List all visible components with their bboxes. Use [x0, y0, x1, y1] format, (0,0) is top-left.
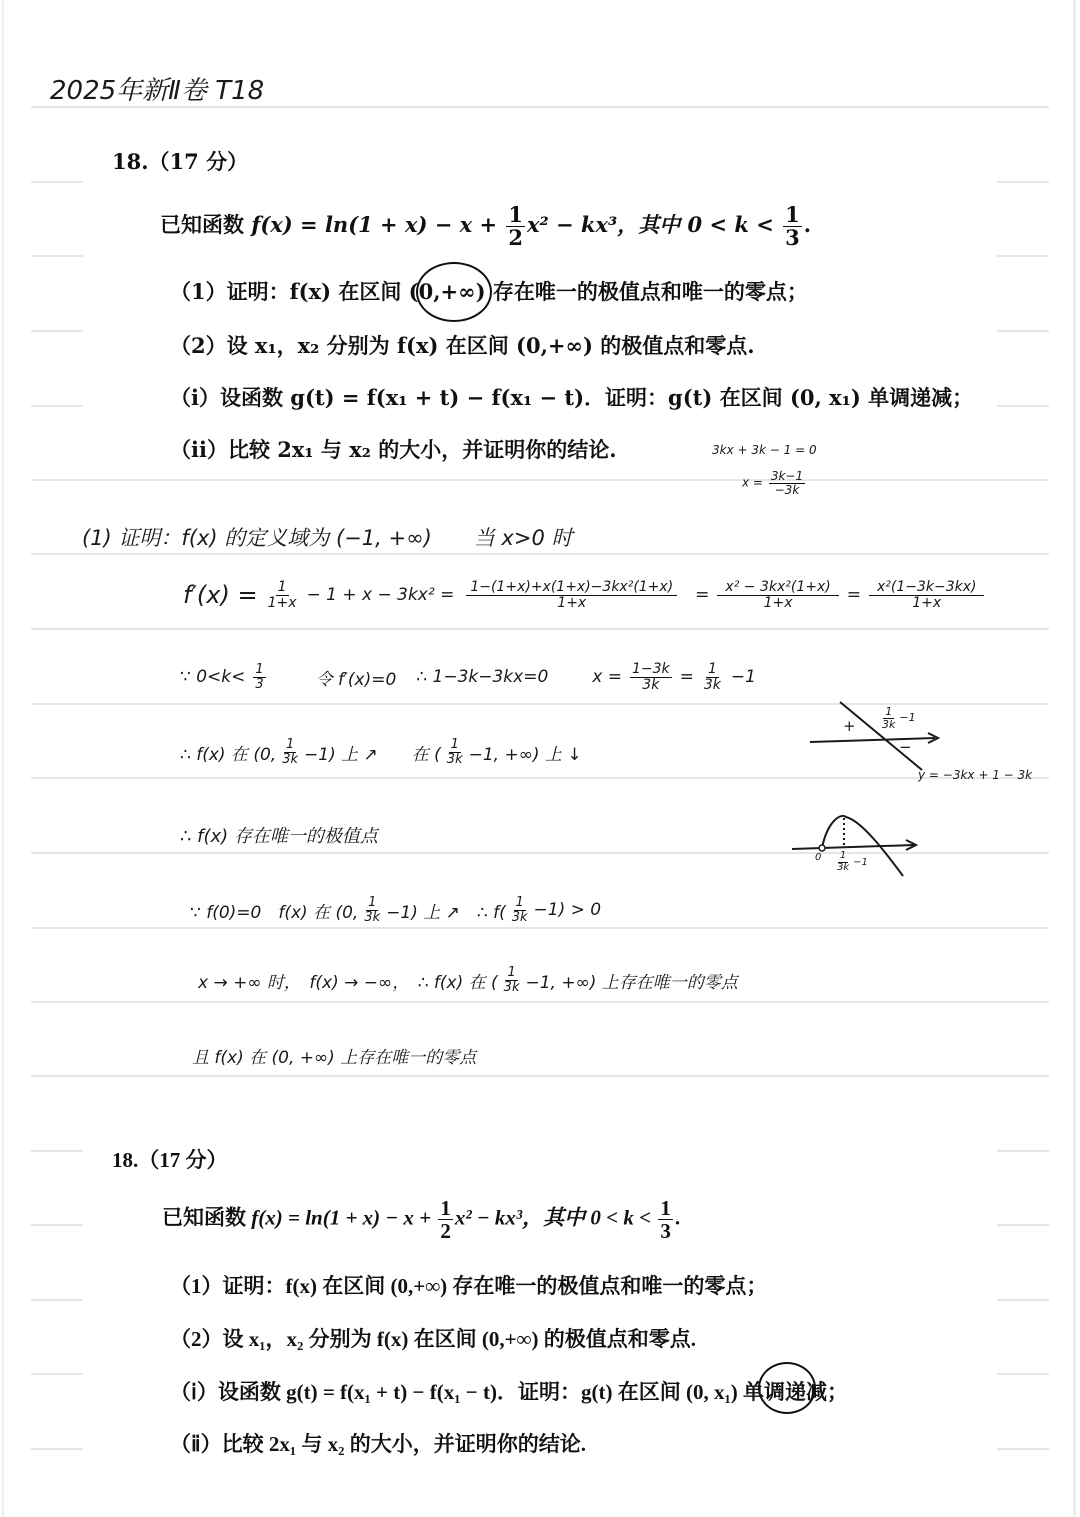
ruled-line	[997, 1299, 1049, 1301]
line-equation-label: y = −3kx + 1 − 3k	[918, 768, 1033, 782]
ruled-line	[31, 553, 1049, 555]
ruled-line	[997, 255, 1049, 257]
ruled-line	[997, 1448, 1049, 1450]
ruled-line	[31, 255, 83, 257]
circled-interval-annotation	[416, 262, 492, 322]
ruled-line	[31, 628, 1049, 630]
handwritten-title: 2025年新Ⅱ卷 T18	[50, 76, 265, 106]
ruled-line	[997, 1150, 1049, 1152]
question-number-repeat: 18.（17 分）	[112, 1148, 228, 1172]
question-number: 18.（17 分）	[112, 149, 249, 174]
solution-line-6: ∵ f(0)=0 f(x) 在 (0, $\frac{1}{3k}$ −1) 上 ↗ ∴ f( $\frac{1}{3k}$ −1) > 0	[190, 895, 602, 925]
solution-line-3: ∵ 0<k< $\frac{1}{3}$ 令 f′(x)=0 ∴ 1−3k−3kx=0 x = $\frac{1-3k}{3k}$ = $\frac{1}{3k}$ −1	[180, 661, 756, 693]
part-2-i: （ⅰ）设函数 g(t) = f(x₁ + t) − f(x₁ − t)．证明：g(t) 在区间 (0, x₁) 单调递减；	[170, 385, 974, 410]
ruled-line	[31, 1075, 1049, 1077]
ruled-line	[31, 479, 1049, 481]
ruled-line	[31, 330, 83, 332]
origin-label: 0	[815, 852, 822, 863]
side-note-solution: x = $\frac{3k-1}{-3k}$	[742, 469, 804, 497]
function-def-left: f(x) = ln(1 + x) − x +	[251, 212, 505, 238]
max-point-label: $\frac{1}{3k}$ −1	[837, 850, 868, 873]
ruled-line	[31, 927, 1049, 929]
solution-line-1: (1) 证明：f(x) 的定义域为 (−1, +∞) 当 x>0 时	[82, 526, 573, 550]
problem-statement: 已知函数 f(x) = ln(1 + x) − x + $\frac{1}{2}$ x² − kx³，其中 0 < k < $\frac{1}{3}$ .	[160, 202, 812, 251]
ruled-line	[31, 405, 83, 407]
ruled-line	[31, 1150, 83, 1152]
ruled-line	[997, 1224, 1049, 1226]
solution-line-7: x → +∞ 时， f(x) → −∞， ∴ f(x) 在 ( $\frac{1}{3k}$ −1, +∞) 上存在唯一的零点	[198, 965, 738, 995]
problem-statement-repeat: 已知函数 f(x) = ln(1 + x) − x + $\frac{1}{2}$ x² − kx³，其中 0 < k < $\frac{1}{3}$ .	[162, 1196, 681, 1244]
ruled-line	[997, 405, 1049, 407]
ruled-line	[31, 1448, 83, 1450]
part-2-i-repeat: （ⅰ）设函数 g(t) = f(x₁ + t) − f(x₁ − t)．证明：g(t) 在区间 (0, x₁) 单调递减；	[170, 1380, 848, 1404]
ruled-line	[31, 1299, 83, 1301]
solution-line-8: 且 f(x) 在 (0, +∞) 上存在唯一的零点	[192, 1048, 477, 1068]
ruled-line	[31, 1224, 83, 1226]
solution-derivative: f′(x) = $\frac{1}{1+x}$ − 1 + x − 3kx² = $\frac{\text{1−(1+x)+x(1+x)−3kx²(1+x)}}{1+x}$ = $\frac{\text{x² − 3kx²(1+x)}}{1+x}$ = $\frac{\text{x²(1−3k−3kx)}}{1+x}$	[183, 580, 986, 610]
part-2-repeat: （2）设 x₁，x₂ 分别为 f(x) 在区间 (0,+∞) 的极值点和零点.	[170, 1327, 696, 1351]
sign-minus-label: −	[899, 738, 912, 756]
function-sketch-graph	[790, 805, 930, 885]
part-1: （1）证明：f(x) 在区间 (0,+∞) 存在唯一的极值点和唯一的零点；	[170, 279, 808, 304]
function-def-right: x² − kx³，其中 0 < k <	[527, 212, 782, 238]
ruled-line	[31, 1001, 1049, 1003]
ruled-line	[997, 1373, 1049, 1375]
solution-line-4: ∴ f(x) 在 (0, $\frac{1}{3k}$ −1) 上 ↗ 在 ( $\frac{1}{3k}$ −1, +∞) 上 ↓	[180, 737, 582, 767]
circled-interval-annotation-repeat	[758, 1362, 816, 1414]
part-2: （2）设 x₁，x₂ 分别为 f(x) 在区间 (0,+∞) 的极值点和零点.	[170, 333, 755, 358]
root-label: $\frac{1}{3k}$ −1	[882, 705, 916, 731]
ruled-line	[997, 181, 1049, 183]
sign-plus-label: +	[843, 717, 856, 735]
ruled-line	[997, 330, 1049, 332]
solution-line-5: ∴ f(x) 存在唯一的极值点	[180, 826, 378, 847]
part-2-ii: （ⅱ）比较 2x₁ 与 x₂ 的大小，并证明你的结论.	[170, 437, 617, 462]
part-1-repeat: （1）证明：f(x) 在区间 (0,+∞) 存在唯一的极值点和唯一的零点；	[170, 1274, 768, 1298]
fraction-third: $\frac{1}{3}$	[785, 202, 800, 251]
side-note-equation: 3kx + 3k − 1 = 0	[712, 443, 817, 457]
ruled-line	[31, 181, 83, 183]
part-2-ii-repeat: （ⅱ）比较 2x₁ 与 x₂ 的大小，并证明你的结论.	[170, 1432, 586, 1456]
statement-prefix: 已知函数	[160, 212, 252, 238]
ruled-line	[31, 1373, 83, 1375]
fraction-half: $\frac{1}{2}$	[508, 202, 524, 251]
